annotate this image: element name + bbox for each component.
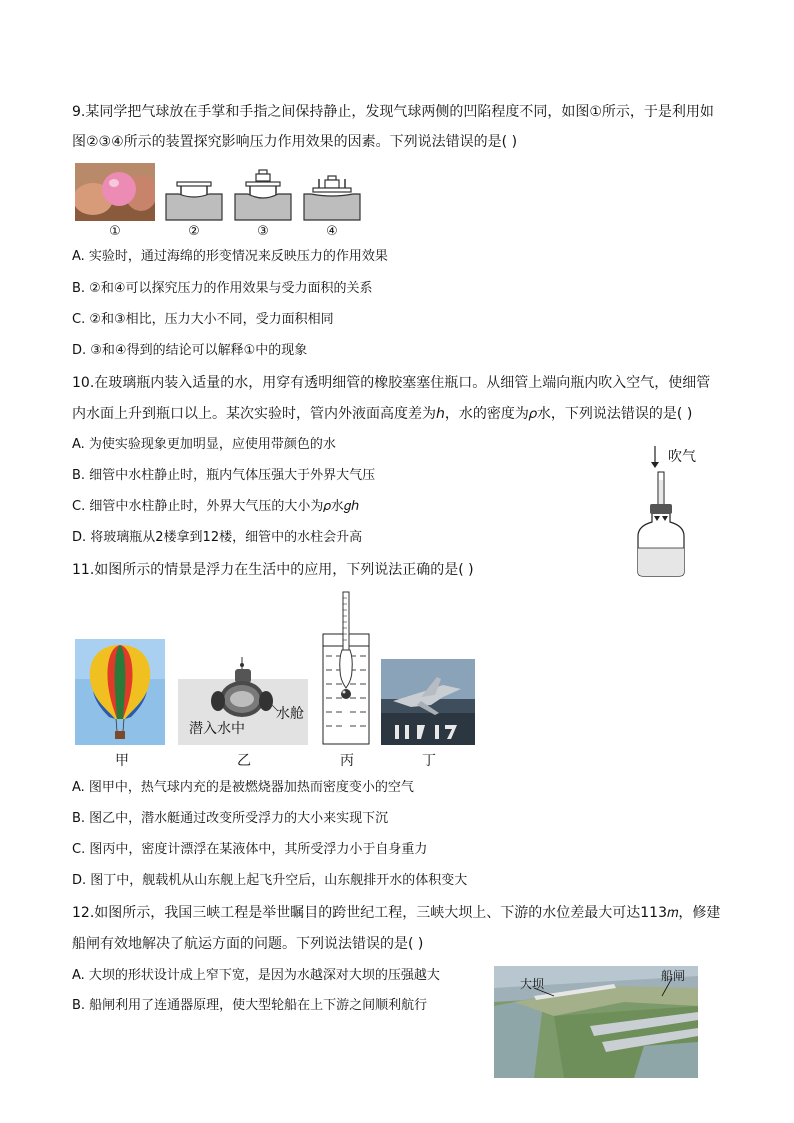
q11-figure-hydrometer <box>320 590 372 746</box>
q11-sub-label-dive: 潜入水中 <box>189 721 245 737</box>
q9-figure-label-2: ② <box>188 224 200 239</box>
q11-option-a: A. 图甲中，热气球内充的是被燃烧器加热而密度变小的空气 <box>72 780 414 795</box>
q11-stem-line1: 11.如图所示的情景是浮力在生活中的应用，下列说法正确的是( ) <box>72 562 474 578</box>
q11-sub-label-tank: 水舱 <box>276 706 304 722</box>
q9-stem-line1: 9.某同学把气球放在手掌和手指之间保持静止，发现气球两侧的凹陷程度不同，如图①所示，于是利用如 <box>72 104 714 120</box>
q10-option-d: D. 将玻璃瓶从2楼拿到12楼，细管中的水柱会升高 <box>72 530 363 545</box>
q11-option-b: B. 图乙中，潜水艇通过改变所受浮力的大小来实现下沉 <box>72 811 389 826</box>
q9-option-d: D. ③和④得到的结论可以解释①中的现象 <box>72 343 308 358</box>
q10-option-c: C. 细管中水柱静止时，外界大气压的大小为𝜌水𝑔ℎ <box>72 499 360 514</box>
q10-stem-line1: 10.在玻璃瓶内装入适量的水，用穿有透明细管的橡胶塞塞住瓶口。从细管上端向瓶内吹入空气，使细管 <box>72 375 711 391</box>
q12-dam-label: 大坝 <box>520 977 545 991</box>
q11-option-d: D. 图丁中，舰载机从山东舰上起飞升空后，山东舰排开水的体积变大 <box>72 873 468 888</box>
q11-option-c: C. 图丙中，密度计漂浮在某液体中，其所受浮力小于自身重力 <box>72 842 428 857</box>
q9-option-c: C. ②和③相比，压力大小不同，受力面积相同 <box>72 312 334 327</box>
q12-option-a: A. 大坝的形状设计成上窄下宽，是因为水越深对大坝的压强越大 <box>72 968 440 983</box>
q10-stem-line2: 内水面上升到瓶口以上。某次实验时，管内外液面高度差为ℎ，水的密度为𝜌水，下列说法错误的是( ) <box>72 406 693 422</box>
q12-option-b: B. 船闸利用了连通器原理，使大型轮船在上下游之间顺利航行 <box>72 998 428 1013</box>
q11-figure-label-yi: 乙 <box>237 753 251 769</box>
q9-figure-sponge-3 <box>234 169 292 222</box>
q9-figure-balloon <box>75 163 155 221</box>
q10-option-b: B. 细管中水柱静止时，瓶内气体压强大于外界大气压 <box>72 468 376 483</box>
q9-figure-label-3: ③ <box>257 224 269 239</box>
q9-option-a: A. 实验时，通过海绵的形变情况来反映压力的作用效果 <box>72 249 388 264</box>
q11-figure-label-bing: 丙 <box>340 753 354 769</box>
q12-stem-line2: 船闸有效地解决了航运方面的问题。下列说法错误的是( ) <box>72 936 424 952</box>
q11-figure-carrier-jet <box>381 659 475 745</box>
q9-stem-line2: 图②③④所示的装置探究影响压力作用效果的因素。下列说法错误的是( ) <box>72 134 518 150</box>
q9-figure-label-1: ① <box>109 224 121 239</box>
q11-figure-label-ding: 丁 <box>422 753 436 769</box>
q9-figure-label-4: ④ <box>326 224 338 239</box>
q9-figure-sponge-2 <box>165 180 223 222</box>
q9-figure-sponge-4 <box>303 175 361 222</box>
q10-blow-label: 吹气 <box>668 449 696 465</box>
q12-stem-line1: 12.如图所示，我国三峡工程是举世瞩目的跨世纪工程，三峡大坝上、下游的水位差最大可达113𝑚，修建 <box>72 905 721 921</box>
q10-option-a: A. 为使实验现象更加明显，应使用带颜色的水 <box>72 437 336 452</box>
q9-option-b: B. ②和④可以探究压力的作用效果与受力面积的关系 <box>72 281 373 296</box>
q11-figure-hot-air-balloon <box>75 639 165 745</box>
q12-lock-label: 船闸 <box>661 969 686 983</box>
q11-figure-label-jia: 甲 <box>115 753 129 769</box>
